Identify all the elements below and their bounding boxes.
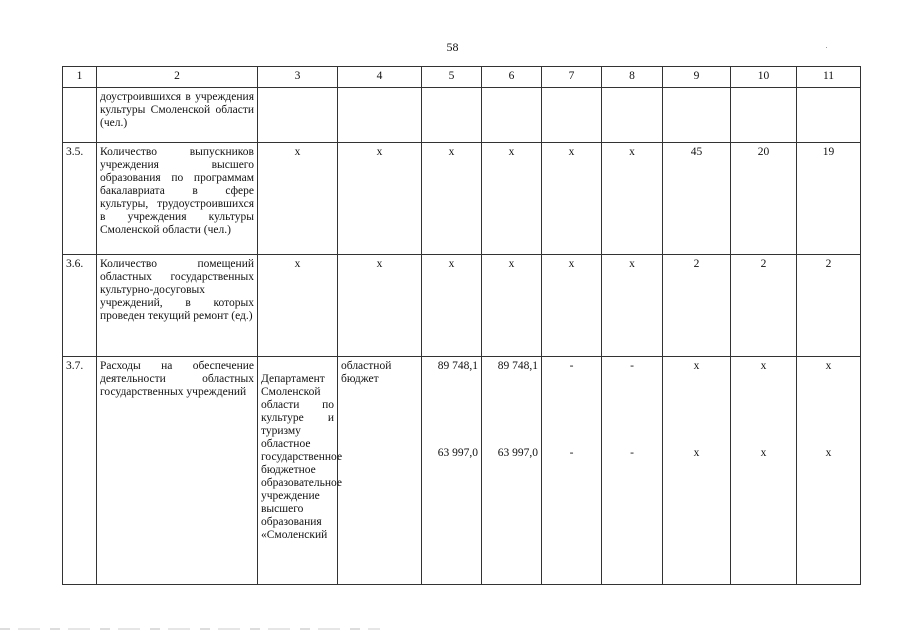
row-number: 3.5. [63, 143, 97, 255]
table-cell: x [602, 255, 663, 357]
amount-1: x [693, 360, 700, 372]
amount-1: 89 748,1 [497, 360, 538, 372]
table-cell: 45 [663, 143, 731, 255]
table-row-continuation [63, 88, 861, 143]
table-cell: 2 [797, 255, 861, 357]
table-cell: 19 [797, 143, 861, 255]
header-cell: 1 [63, 67, 97, 88]
table-cell [602, 88, 663, 143]
executor-department: Департамент Смоленской области по культуре и туризму [261, 373, 334, 437]
table-cell [422, 88, 482, 143]
table-cell [422, 357, 482, 585]
header-cell: 6 [482, 67, 542, 88]
amount-1: 89 748,1 [437, 360, 478, 372]
table-cell: x [258, 143, 338, 255]
page-number: 58 [446, 40, 459, 54]
amount-2: 63 997,0 [497, 447, 538, 459]
header-cell: 11 [797, 67, 861, 88]
header-cell: 9 [663, 67, 731, 88]
header-cell: 2 [97, 67, 258, 88]
table-cell: 2 [731, 255, 797, 357]
indicator-name: доустроившихся в учреждения культуры Смоленской области (чел.) [97, 88, 258, 143]
table-cell [542, 88, 602, 143]
responsible-executors [258, 357, 343, 585]
table-cell: x [482, 255, 542, 357]
header-cell: 8 [602, 67, 663, 88]
header-cell: 4 [338, 67, 422, 88]
table-cell: x [542, 143, 602, 255]
header-cell: 10 [731, 67, 797, 88]
table-cell: x [602, 143, 663, 255]
table-cell: x [422, 255, 482, 357]
table-cell [482, 88, 542, 143]
indicator-name: Количество помещений областных государственных культурно-досуговых учреждений, в которых проведен текущий ремонт (ед.) [97, 255, 258, 357]
header-cell: 3 [258, 67, 338, 88]
table-cell [797, 88, 861, 143]
data-table [62, 66, 861, 585]
table-row-3-7 [63, 357, 861, 585]
table-row-3-6 [63, 255, 861, 357]
amount-2: x [760, 447, 767, 459]
funding-source: областной бюджет [338, 357, 422, 585]
table-row-3-5 [63, 143, 861, 255]
row-number [63, 88, 97, 143]
table-cell [602, 357, 663, 585]
amount-2: 63 997,0 [437, 447, 478, 459]
table-cell [338, 88, 422, 143]
table-cell: x [422, 143, 482, 255]
table-cell: x [542, 255, 602, 357]
amount-1: - [630, 360, 634, 372]
amount-1: - [569, 360, 574, 372]
table-cell [663, 357, 731, 585]
table-cell [542, 357, 602, 585]
scan-artifact [0, 628, 380, 630]
amount-2: x [693, 447, 700, 459]
table-cell: x [258, 255, 338, 357]
table-cell [797, 357, 861, 585]
table-cell [731, 88, 797, 143]
amount-2: - [569, 447, 574, 459]
indicator-name: Расходы на обеспечение деятельности областных государственных учреждений [97, 357, 258, 585]
row-number: 3.7. [63, 357, 97, 585]
amount-1: x [825, 360, 832, 372]
header-cell: 5 [422, 67, 482, 88]
row-number: 3.6. [63, 255, 97, 357]
header-row [63, 67, 861, 88]
table-cell [663, 88, 731, 143]
table-cell: 20 [731, 143, 797, 255]
indicator-name: Количество выпускников учреждения высшего образования по программам бакалавриата в сфере культуры, трудоустроившихся в учреждения культуры Смоленской области (чел.) [97, 143, 258, 255]
table-cell: x [338, 143, 422, 255]
executor-university: областное государственное бюджетное образовательное учреждение высшего образования «Смоленский [261, 438, 343, 541]
amount-2: - [630, 447, 634, 459]
amount-2: x [825, 447, 832, 459]
scan-speck [826, 47, 827, 48]
table-cell [731, 357, 797, 585]
header-cell: 7 [542, 67, 602, 88]
table-cell: 2 [663, 255, 731, 357]
table-cell: x [338, 255, 422, 357]
table-cell [482, 357, 542, 585]
table-cell [258, 88, 338, 143]
table-cell: x [482, 143, 542, 255]
amount-1: x [760, 360, 767, 372]
